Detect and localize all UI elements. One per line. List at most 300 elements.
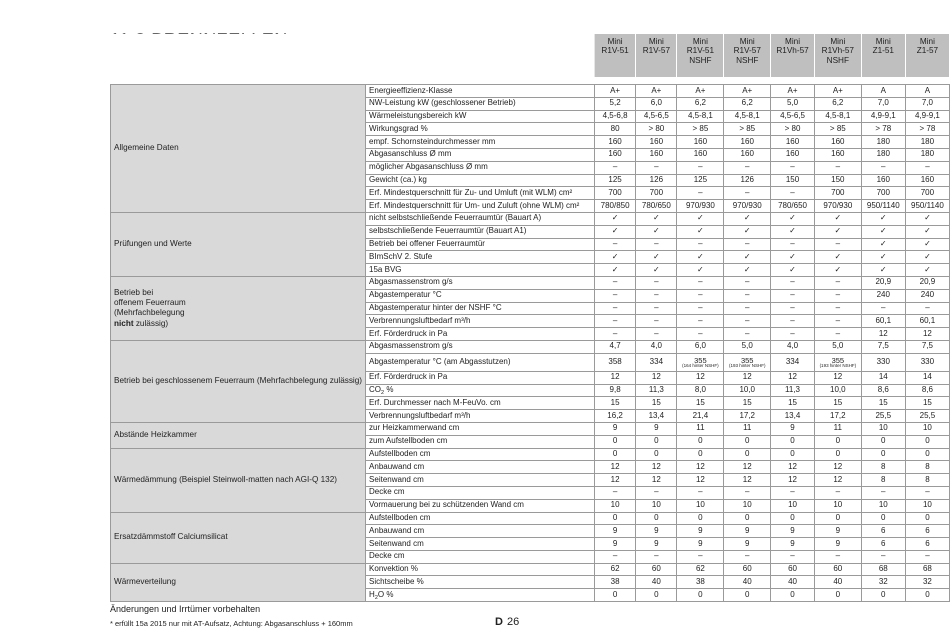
cell-value: 180	[861, 148, 905, 161]
cell-value: 12	[677, 371, 724, 384]
cell-value: 9	[677, 525, 724, 538]
check-icon: ✓	[677, 225, 724, 238]
row-label: Energieeffizienz-Klasse	[366, 85, 595, 98]
cell-value: –	[905, 161, 949, 174]
cell-value: –	[677, 328, 724, 341]
cell-value: –	[814, 486, 861, 499]
row-label: nicht selbstschließende Feuerraumtür (Bauart A)	[366, 212, 595, 225]
cell-value: 60	[636, 563, 677, 576]
cell-value: –	[771, 315, 815, 328]
cell-value: –	[724, 328, 771, 341]
row-label: Anbauwand cm	[366, 461, 595, 474]
cell-value: 150	[814, 174, 861, 187]
cell-value: 0	[636, 589, 677, 602]
cell-value: 9	[814, 525, 861, 538]
cell-value: –	[594, 550, 635, 563]
cell-value: 4,0	[636, 340, 677, 353]
cell-value: 0	[724, 589, 771, 602]
page-number	[495, 616, 519, 628]
cell-value: 4,5-8,1	[814, 110, 861, 123]
cell-value: 14	[861, 371, 905, 384]
row-label: Abgastemperatur °C (am Abgasstutzen)	[366, 353, 595, 371]
cell-value: –	[594, 302, 635, 315]
check-icon: ✓	[677, 264, 724, 277]
check-icon: ✓	[905, 212, 949, 225]
section-label: Wärmeverteilung	[111, 563, 366, 601]
section-label: Abstände Heizkammer	[111, 422, 366, 448]
cell-value: 358	[594, 353, 635, 371]
cell-value: > 80	[771, 123, 815, 136]
cell-value: 12	[594, 371, 635, 384]
cell-value: –	[861, 302, 905, 315]
cell-value: 17,2	[724, 410, 771, 423]
cell-value: 6,0	[677, 340, 724, 353]
check-icon: ✓	[861, 212, 905, 225]
section-label: Wärmedämmung (Beispiel Steinwoll-matten nach AGI-Q 132)	[111, 448, 366, 512]
cell-value: 9	[724, 538, 771, 551]
cell-value: –	[814, 328, 861, 341]
cell-value: 950/1140	[905, 200, 949, 213]
cell-value: 160	[771, 136, 815, 149]
cell-value: –	[677, 161, 724, 174]
cell-value: A	[905, 85, 949, 98]
cell-value: –	[636, 486, 677, 499]
row-label: möglicher Abgasanschluss Ø mm	[366, 161, 595, 174]
check-icon: ✓	[636, 251, 677, 264]
check-icon: ✓	[594, 251, 635, 264]
table-row	[111, 212, 950, 225]
cell-value: 12	[724, 461, 771, 474]
check-icon: ✓	[905, 225, 949, 238]
cell-value: > 78	[861, 123, 905, 136]
cell-value: –	[677, 238, 724, 251]
cell-value: 125	[594, 174, 635, 187]
cell-value: 126	[724, 174, 771, 187]
cell-value: 180	[861, 136, 905, 149]
cell-value: 9	[771, 422, 815, 435]
cell-value: 25,5	[861, 410, 905, 423]
cell-value: 4,0	[771, 340, 815, 353]
cell-value: –	[771, 187, 815, 200]
cell-value: 700	[594, 187, 635, 200]
cell-value: 10,0	[724, 384, 771, 397]
cell-value: 12	[724, 474, 771, 487]
check-icon: ✓	[771, 264, 815, 277]
cell-value: 6,2	[814, 97, 861, 110]
cell-value: 160	[636, 148, 677, 161]
cell-value: 355 (164 hinter NSHF)	[677, 353, 724, 371]
cell-value: –	[814, 238, 861, 251]
check-icon: ✓	[905, 238, 949, 251]
cell-value: –	[771, 550, 815, 563]
table-row	[111, 276, 950, 289]
cell-value: 60	[814, 563, 861, 576]
cell-value: 0	[677, 589, 724, 602]
cell-value: > 85	[814, 123, 861, 136]
model-header-5: Mini R1Vh-57 NSHF	[814, 34, 861, 78]
cell-value: 0	[724, 435, 771, 448]
cell-value: 6	[861, 525, 905, 538]
check-icon: ✓	[636, 264, 677, 277]
cell-value: 14	[905, 371, 949, 384]
cell-value: 700	[814, 187, 861, 200]
cell-value: 7,5	[861, 340, 905, 353]
cell-value: 40	[814, 576, 861, 589]
cell-value: 15	[724, 397, 771, 410]
cell-value: 780/850	[594, 200, 635, 213]
cell-value: 160	[594, 148, 635, 161]
cell-value: 12	[814, 474, 861, 487]
cell-value: 160	[636, 136, 677, 149]
cell-value: –	[636, 238, 677, 251]
cell-value: –	[724, 486, 771, 499]
row-label: Erf. Förderdruck in Pa	[366, 371, 595, 384]
cell-value: 0	[677, 435, 724, 448]
cell-value: 11,3	[771, 384, 815, 397]
cell-value: 0	[814, 435, 861, 448]
cell-value: 17,2	[814, 410, 861, 423]
cell-value: –	[814, 315, 861, 328]
cell-value: 330	[905, 353, 949, 371]
cell-value: 11	[724, 422, 771, 435]
cell-value: 11	[814, 422, 861, 435]
cell-value: 9	[636, 538, 677, 551]
cell-value: –	[814, 161, 861, 174]
cell-value: –	[814, 550, 861, 563]
cell-value: –	[724, 161, 771, 174]
cell-value: 13,4	[771, 410, 815, 423]
cell-value: 8	[905, 474, 949, 487]
row-label: NW-Leistung kW (geschlossener Betrieb)	[366, 97, 595, 110]
cell-value: –	[636, 550, 677, 563]
check-icon: ✓	[814, 264, 861, 277]
cell-value: 16,2	[594, 410, 635, 423]
table-row	[111, 422, 950, 435]
cell-value: 80	[594, 123, 635, 136]
cell-value: 9,8	[594, 384, 635, 397]
cell-value: 60	[724, 563, 771, 576]
cell-value: 700	[905, 187, 949, 200]
cell-value: 10	[724, 499, 771, 512]
cell-value: –	[771, 328, 815, 341]
check-icon: ✓	[861, 225, 905, 238]
cell-value: –	[594, 315, 635, 328]
row-label: Decke cm	[366, 486, 595, 499]
cell-value: 780/650	[636, 200, 677, 213]
cell-value: –	[905, 486, 949, 499]
check-icon: ✓	[677, 212, 724, 225]
model-header-6: Mini Z1-51	[861, 34, 905, 78]
cell-value: 0	[861, 448, 905, 461]
cell-value: 12	[594, 461, 635, 474]
cell-value: 7,0	[905, 97, 949, 110]
row-label: Abgastemperatur °C	[366, 289, 595, 302]
cell-value: 20,9	[861, 276, 905, 289]
cell-value: 15	[594, 397, 635, 410]
row-label: Abgasanschluss Ø mm	[366, 148, 595, 161]
row-label: zur Heizkammerwand cm	[366, 422, 595, 435]
model-header-2: Mini R1V-51 NSHF	[677, 34, 724, 78]
row-label: Wärmeleistungsbereich kW	[366, 110, 595, 123]
row-label: Gewicht (ca.) kg	[366, 174, 595, 187]
cell-value: –	[677, 289, 724, 302]
cell-value: 68	[861, 563, 905, 576]
row-label: Erf. Mindestquerschnitt für Um- und Zuluft (ohne WLM) cm²	[366, 200, 595, 213]
cell-value: –	[636, 289, 677, 302]
cell-value: –	[594, 289, 635, 302]
cell-value: 12	[636, 461, 677, 474]
cell-value: 13,4	[636, 410, 677, 423]
cell-value: 150	[771, 174, 815, 187]
cell-value: 60	[771, 563, 815, 576]
row-label: Erf. Durchmesser nach M-FeuVo. cm	[366, 397, 595, 410]
row-label: selbstschließende Feuerraumtür (Bauart A1)	[366, 225, 595, 238]
check-icon: ✓	[594, 212, 635, 225]
cell-value: 5,0	[724, 340, 771, 353]
row-label: Seitenwand cm	[366, 538, 595, 551]
cell-value: 7,0	[861, 97, 905, 110]
cell-value: 12	[905, 328, 949, 341]
check-icon: ✓	[861, 251, 905, 264]
row-label: Aufstellboden cm	[366, 448, 595, 461]
cell-value: 9	[677, 538, 724, 551]
row-label: Verbrennungsluftbedarf m³/h	[366, 315, 595, 328]
cell-value: –	[594, 276, 635, 289]
cell-value: 8,6	[861, 384, 905, 397]
cell-value: 4,5-6,8	[594, 110, 635, 123]
cell-value: –	[905, 302, 949, 315]
cell-value: 9	[594, 525, 635, 538]
cell-note: (193 hinter NSHF)	[819, 362, 857, 368]
cell-value: 240	[861, 289, 905, 302]
cell-value: –	[594, 161, 635, 174]
check-icon: ✓	[861, 264, 905, 277]
cell-value: 5,0	[771, 97, 815, 110]
cell-value: –	[771, 486, 815, 499]
cell-value: 4,7	[594, 340, 635, 353]
row-label: Betrieb bei offener Feuerraumtür	[366, 238, 595, 251]
cell-value: 10	[677, 499, 724, 512]
cell-value: 970/930	[724, 200, 771, 213]
cell-value: 12	[636, 371, 677, 384]
cell-value: –	[724, 550, 771, 563]
cell-value: 240	[905, 289, 949, 302]
cell-value: 15	[771, 397, 815, 410]
cell-value: –	[724, 289, 771, 302]
cell-value: 160	[724, 136, 771, 149]
section-label: Betrieb bei offenem Feuerraum (Mehrfachbelegung nicht zulässig)	[111, 276, 366, 340]
cell-value: –	[724, 276, 771, 289]
cell-value: 62	[594, 563, 635, 576]
cell-value: 160	[677, 136, 724, 149]
cell-value: A	[861, 85, 905, 98]
cell-value: 0	[771, 589, 815, 602]
check-icon: ✓	[905, 264, 949, 277]
row-label: 15a BVG	[366, 264, 595, 277]
section-label: Allgemeine Daten	[111, 85, 366, 213]
section-label: Betrieb bei geschlossenem Feuerraum (Mehrfachbelegung zulässig)	[111, 340, 366, 422]
cell-value: 9	[594, 538, 635, 551]
cell-value: 0	[905, 435, 949, 448]
check-icon: ✓	[905, 251, 949, 264]
row-label: $CO_2$ %	[366, 384, 595, 397]
cell-value: 12	[724, 371, 771, 384]
cell-note: (164 hinter NSHF)	[682, 362, 719, 368]
cell-value: 20,9	[905, 276, 949, 289]
row-label: Abgasmassenstrom g/s	[366, 340, 595, 353]
cell-value: 0	[677, 512, 724, 525]
cell-value: 12	[814, 461, 861, 474]
cell-value: 0	[724, 448, 771, 461]
cell-value: 0	[677, 448, 724, 461]
footnote: * erfüllt 15a 2015 nur mit AT-Aufsatz, Achtung: Abgasanschluss + 160mm	[110, 619, 353, 628]
cell-value: 700	[636, 187, 677, 200]
cell-value: –	[724, 187, 771, 200]
cell-value: 6	[905, 538, 949, 551]
cell-value: –	[636, 315, 677, 328]
check-icon: ✓	[814, 212, 861, 225]
cell-value: 6,2	[724, 97, 771, 110]
cell-value: A+	[724, 85, 771, 98]
cell-value: 8,0	[677, 384, 724, 397]
cell-value: –	[636, 302, 677, 315]
cell-value: A+	[636, 85, 677, 98]
cell-value: 0	[771, 435, 815, 448]
cell-value: –	[814, 289, 861, 302]
header-spacer	[111, 34, 366, 78]
disclaimer: Änderungen und Irrtümer vorbehalten	[110, 604, 261, 614]
table-row	[111, 448, 950, 461]
cell-value: –	[594, 328, 635, 341]
cell-value: 0	[724, 512, 771, 525]
cell-value: 0	[861, 435, 905, 448]
cell-value: 6,2	[677, 97, 724, 110]
row-label: empf. Schornsteindurchmesser mm	[366, 136, 595, 149]
cell-value: A+	[594, 85, 635, 98]
cell-value: 0	[814, 512, 861, 525]
cell-value: 126	[636, 174, 677, 187]
row-label: Vormauerung bei zu schützenden Wand cm	[366, 499, 595, 512]
cell-value: 60,1	[861, 315, 905, 328]
cell-value: 5,0	[814, 340, 861, 353]
cell-value: 0	[594, 435, 635, 448]
cell-value: 12	[636, 474, 677, 487]
row-label: BImSchV 2. Stufe	[366, 251, 595, 264]
cell-value: A+	[677, 85, 724, 98]
cell-value: 160	[724, 148, 771, 161]
cell-value: 12	[814, 371, 861, 384]
check-icon: ✓	[814, 251, 861, 264]
cell-value: 0	[814, 448, 861, 461]
cell-value: 355 (193 hinter NSHF)	[814, 353, 861, 371]
cell-value: 32	[905, 576, 949, 589]
row-label: Seitenwand cm	[366, 474, 595, 487]
row-label: Decke cm	[366, 550, 595, 563]
cell-value: –	[861, 550, 905, 563]
cell-value: 12	[771, 474, 815, 487]
cell-value: 9	[724, 525, 771, 538]
cell-value: 15	[636, 397, 677, 410]
cell-value: 38	[594, 576, 635, 589]
check-icon: ✓	[636, 225, 677, 238]
cell-value: 12	[861, 328, 905, 341]
model-header-row	[111, 34, 950, 78]
row-label: Anbauwand cm	[366, 525, 595, 538]
check-icon: ✓	[724, 264, 771, 277]
cell-value: 10	[594, 499, 635, 512]
cell-value: –	[677, 187, 724, 200]
cell-value: –	[814, 276, 861, 289]
cell-value: 25,5	[905, 410, 949, 423]
cell-value: –	[636, 161, 677, 174]
cell-value: > 80	[636, 123, 677, 136]
cell-value: 970/930	[814, 200, 861, 213]
cell-value: 355 (193 hinter NSHF)	[724, 353, 771, 371]
cell-value: 160	[771, 148, 815, 161]
cell-value: 8	[861, 474, 905, 487]
cell-value: –	[594, 486, 635, 499]
cell-value: 8	[861, 461, 905, 474]
cell-value: > 85	[677, 123, 724, 136]
cell-value: 334	[771, 353, 815, 371]
cell-value: –	[724, 238, 771, 251]
check-icon: ✓	[724, 212, 771, 225]
check-icon: ✓	[771, 225, 815, 238]
cell-value: 330	[861, 353, 905, 371]
row-label: Abgastemperatur hinter der NSHF °C	[366, 302, 595, 315]
cell-value: 160	[814, 136, 861, 149]
cell-value: 0	[771, 448, 815, 461]
cell-value: 9	[814, 538, 861, 551]
cell-value: 970/930	[677, 200, 724, 213]
cell-value: 15	[905, 397, 949, 410]
cell-value: 160	[905, 174, 949, 187]
check-icon: ✓	[814, 225, 861, 238]
cell-value: 0	[905, 512, 949, 525]
check-icon: ✓	[771, 251, 815, 264]
check-icon: ✓	[724, 251, 771, 264]
cell-value: 60,1	[905, 315, 949, 328]
cell-value: > 85	[724, 123, 771, 136]
cell-value: 0	[814, 589, 861, 602]
cell-value: 9	[636, 525, 677, 538]
cell-value: –	[677, 315, 724, 328]
cell-value: 950/1140	[861, 200, 905, 213]
cell-value: –	[861, 486, 905, 499]
cell-value: 160	[814, 148, 861, 161]
check-icon: ✓	[594, 225, 635, 238]
cell-value: 0	[861, 512, 905, 525]
check-icon: ✓	[677, 251, 724, 264]
cell-value: 12	[677, 474, 724, 487]
cell-value: 10	[861, 422, 905, 435]
cell-value: 0	[636, 435, 677, 448]
cell-value: 9	[636, 422, 677, 435]
cell-value: –	[861, 161, 905, 174]
section-label: Prüfungen und Werte	[111, 212, 366, 276]
cell-value: A+	[771, 85, 815, 98]
cell-value: 10	[771, 499, 815, 512]
cell-value: –	[677, 276, 724, 289]
cell-value: 12	[771, 371, 815, 384]
row-label: $H_2O$ %	[366, 589, 595, 602]
cell-value: 0	[771, 512, 815, 525]
cell-value: 334	[636, 353, 677, 371]
cell-value: 15	[677, 397, 724, 410]
cell-value: 0	[861, 589, 905, 602]
cell-value: 7,5	[905, 340, 949, 353]
cell-value: 6	[861, 538, 905, 551]
